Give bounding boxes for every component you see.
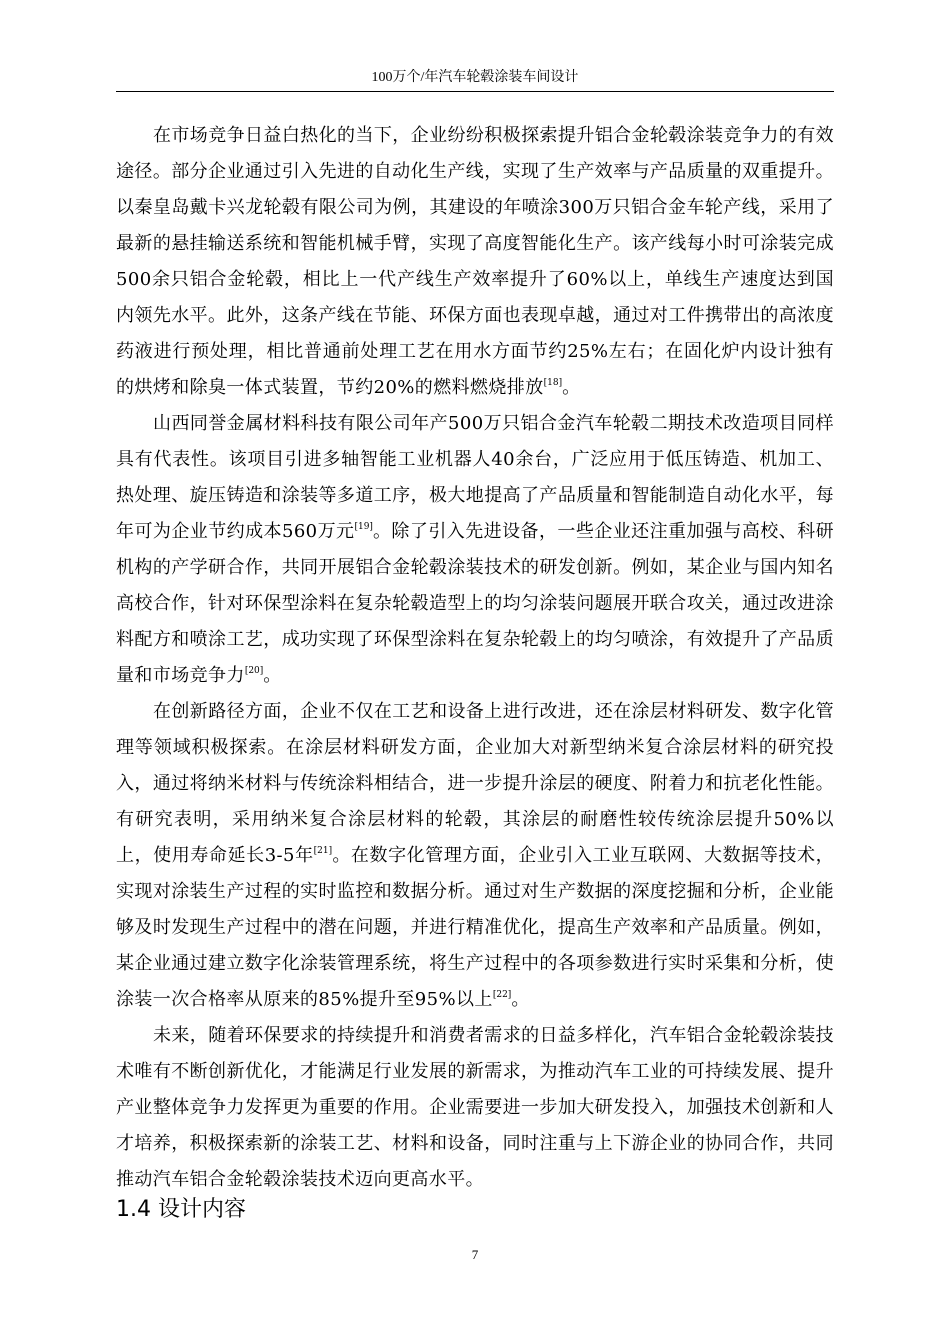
citation-ref: [18] [543,378,563,388]
paragraph-1 [116,118,834,406]
paragraph-text: 。 [562,377,581,398]
paragraph-text: 未来，随着环保要求的持续提升和消费者需求的日益多样化，汽车铝合金轮毂涂装技术唯有不断创新优化，才能满足行业发展的新需求，为推动汽车工业的可持续发展、提升产业整体竞争力发挥更为重要的作用。企业需要进一步加大研发投入，加强技术创新和人才培养，积极探索新的涂装工艺、材料和设备，同时注重与上下游企业的协同合作，共同推动汽车铝合金轮毂涂装技术迈向更高水平。 [116,1025,834,1190]
citation-ref: [22] [492,990,512,1000]
paragraph-2 [116,406,834,694]
paragraph-text: 。 [263,665,282,686]
paragraph-text: 在市场竞争日益白热化的当下，企业纷纷积极探索提升铝合金轮毂涂装竞争力的有效途径。部分企业通过引入先进的自动化生产线，实现了生产效率与产品质量的双重提升。以秦皇岛戴卡兴龙轮毂有限公司为例，其建设的年喷涂300万只铝合金车轮产线，采用了最新的悬挂输送系统和智能机械手臂，实现了高度智能化生产。该产线每小时可涂装完成500余只铝合金轮毂，相比上一代产线生产效率提升了60%以上，单线生产速度达到国内领先水平。此外，这条产线在节能、环保方面也表现卓越，通过对工件携带出的高浓度药液进行预处理，相比普通前处理工艺在用水方面节约25%左右；在固化炉内设计独有的烘烤和除臭一体式装置，节约20%的燃料燃烧排放 [116,125,834,398]
paragraph-text: 山西同誉金属材料科技有限公司年产500万只铝合金汽车轮毂二期技术改造项目同样具有代表性。该项目引进多轴智能工业机器人40余台，广泛应用于低压铸造、机加工、热处理、旋压铸造和涂装等多道工序，极大地提高了产品质量和智能制造自动化水平，每年可为企业节约成本560万元 [116,413,834,542]
page-number: 7 [471,1247,479,1262]
citation-ref: [19] [354,522,373,532]
citation-ref: [21] [313,846,333,856]
paragraph-4 [116,1018,834,1198]
paragraph-3 [116,694,834,1018]
paragraph-text: 。除了引入先进设备，一些企业还注重加强与高校、科研机构的产学研合作，共同开展铝合金轮毂涂装技术的研发创新。例如，某企业与国内知名高校合作，针对环保型涂料在复杂轮毂造型上的均匀涂装问题展开联合攻关，通过改进涂料配方和喷涂工艺，成功实现了环保型涂料在复杂轮毂上的均匀喷涂，有效提升了产品质量和市场竞争力 [116,521,834,686]
citation-ref: [20] [244,666,264,676]
section-heading: 1.4 设计内容 [116,1197,246,1222]
running-header: 100万个/年汽车轮毂涂装车间设计 [371,70,579,85]
header-rule [116,91,834,92]
paragraph-text: 。在数字化管理方面，企业引入工业互联网、大数据等技术，实现对涂装生产过程的实时监控和数据分析。通过对生产数据的深度挖掘和分析，企业能够及时发现生产过程中的潜在问题，并进行精准优化，提高生产效率和产品质量。例如，某企业通过建立数字化涂装管理系统，将生产过程中的各项参数进行实时采集和分析，使涂装一次合格率从原来的85%提升至95%以上 [116,845,834,1010]
body-text [116,118,834,1198]
paragraph-text: 。 [511,989,530,1010]
paragraph-text: 在创新路径方面，企业不仅在工艺和设备上进行改进，还在涂层材料研发、数字化管理等领域积极探索。在涂层材料研发方面，企业加大对新型纳米复合涂层材料的研究投入，通过将纳米材料与传统涂料相结合，进一步提升涂层的硬度、附着力和抗老化性能。有研究表明，采用纳米复合涂层材料的轮毂，其涂层的耐磨性较传统涂层提升50%以上，使用寿命延长3-5年 [116,701,834,866]
